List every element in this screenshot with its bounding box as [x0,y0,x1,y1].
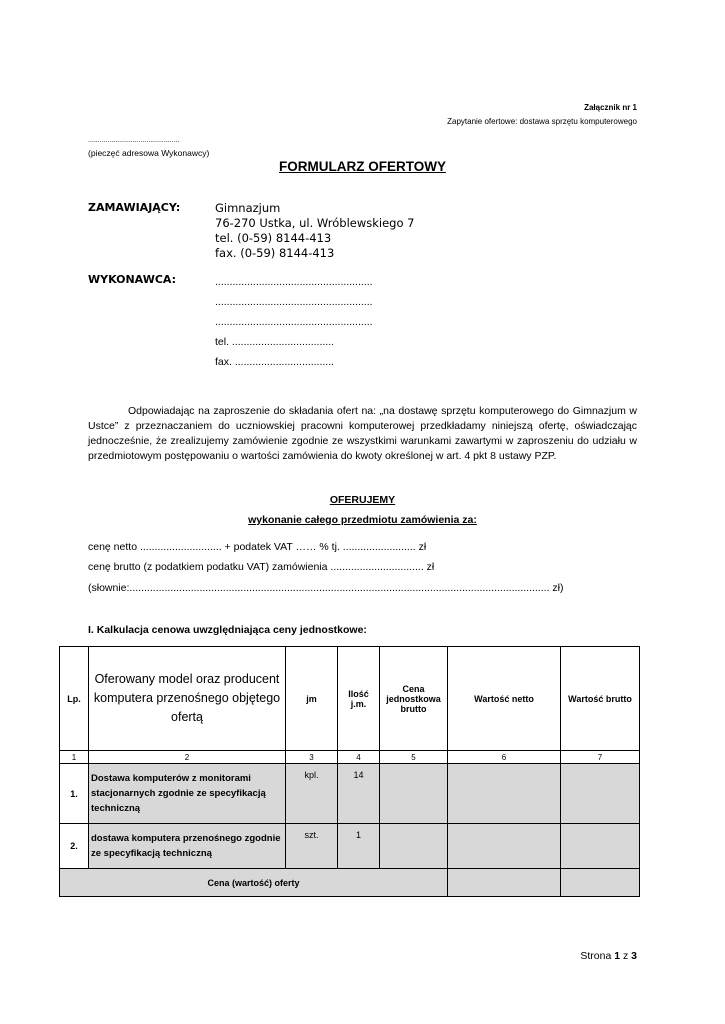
footer-prefix: Strona [580,950,615,962]
row-unit-price-cell[interactable] [380,824,448,869]
column-number: 5 [380,751,448,764]
column-number: 6 [448,751,561,764]
attachment-title: Załącznik nr 1 [584,103,637,112]
row-jm: kpl. [286,764,338,824]
footer-page-number: 1 [614,950,621,962]
section-title: I. Kalkulacja cenowa uwzględniająca ceny jednostkowe: [88,624,367,636]
table-row [60,764,640,824]
footer-page-total: 3 [631,950,637,962]
orderer-line: fax. (0-59) 8144-413 [215,246,335,260]
row-item-name: Dostawa komputerów z monitorami stacjonarnych zgodnie ze specyfikacją techniczną [89,764,286,824]
price-in-words-line[interactable]: (słownie:................................................................................................................................................ zł) [88,582,564,594]
column-number-row [60,751,640,764]
header-gross-value: Wartość brutto [561,647,640,751]
intro-paragraph: Odpowiadając na zaproszenie do składania ofert na: „na dostawę sprzętu komputerowego do Gimnazjum w Ustce” z przeznaczaniem do uczniowskiej pracowni komputerowej przedkładamy niniejszą ofertę, oświadczając jednocześnie, że zrealizujemy zamówienie zgodnie ze wszystkimi warunkami zawartymi w zaproszeniu do udziału w przedmiotowym postępowaniu o wartości zamówienia do kwoty określonej w art. 4 pkt 8 ustawy PZP. [88,405,637,462]
stamp-dots: ............................................... [88,137,180,144]
page-footer [580,950,637,962]
contractor-line[interactable]: ...................................................... [215,296,373,308]
contractor-fax[interactable]: fax. .................................. [215,356,335,368]
row-item-name: dostawa komputera przenośnego zgodnie ze specyfikacją techniczną [89,824,286,869]
gross-price-line[interactable]: cenę brutto (z podatkiem podatku VAT) zamówienia ................................ zł [88,561,435,573]
stamp-label: (pieczęć adresowa Wykonawcy) [88,148,210,158]
row-lp: 2. [60,824,89,869]
contractor-label: WYKONAWCA: [88,273,177,286]
row-gross-value-cell[interactable] [561,824,640,869]
header-lp: Lp. [60,647,89,751]
orderer-line: tel. (0-59) 8144-413 [215,231,332,245]
form-title: FORMULARZ OFERTOWY [279,159,446,174]
header-unit-price: Cena jednostkowa brutto [380,647,448,751]
row-lp: 1. [60,764,89,824]
header-qty: Ilość j.m. [338,647,380,751]
header-net-value: Wartość netto [448,647,561,751]
contractor-line[interactable]: ...................................................... [215,276,373,288]
offer-heading: OFERUJEMY [329,494,396,506]
column-number: 4 [338,751,380,764]
row-qty: 1 [338,824,380,869]
row-jm: szt. [286,824,338,869]
header-model: Oferowany model oraz producent komputera przenośnego objętego ofertą [89,647,286,751]
row-qty: 14 [338,764,380,824]
orderer-line: 76-270 Ustka, ul. Wróblewskiego 7 [215,216,415,230]
total-gross-value-cell[interactable] [561,869,640,897]
column-number: 2 [89,751,286,764]
column-number: 3 [286,751,338,764]
column-number: 7 [561,751,640,764]
contractor-line[interactable]: ...................................................... [215,316,373,328]
orderer-address [215,201,415,261]
calculation-table [59,646,640,897]
total-row [60,869,640,897]
table-row [60,824,640,869]
total-label: Cena (wartość) oferty [60,869,448,897]
table-header-row [60,647,640,751]
row-gross-value-cell[interactable] [561,764,640,824]
contractor-tel[interactable]: tel. ................................... [215,336,335,348]
header-jm: jm [286,647,338,751]
net-price-line[interactable]: cenę netto ............................ + podatek VAT …… % tj. ......................... zł [88,541,427,553]
row-net-value-cell[interactable] [448,824,561,869]
row-unit-price-cell[interactable] [380,764,448,824]
total-net-value-cell[interactable] [448,869,561,897]
column-number: 1 [60,751,89,764]
offer-subheading: wykonanie całego przedmiotu zamówienia za: [248,514,477,526]
row-net-value-cell[interactable] [448,764,561,824]
orderer-label: ZAMAWIAJĄCY: [88,201,181,214]
attachment-subtitle: Zapytanie ofertowe: dostawa sprzętu komputerowego [447,117,637,126]
orderer-line: Gimnazjum [215,201,281,215]
contractor-fields [215,272,373,372]
footer-mid: z [620,950,632,962]
